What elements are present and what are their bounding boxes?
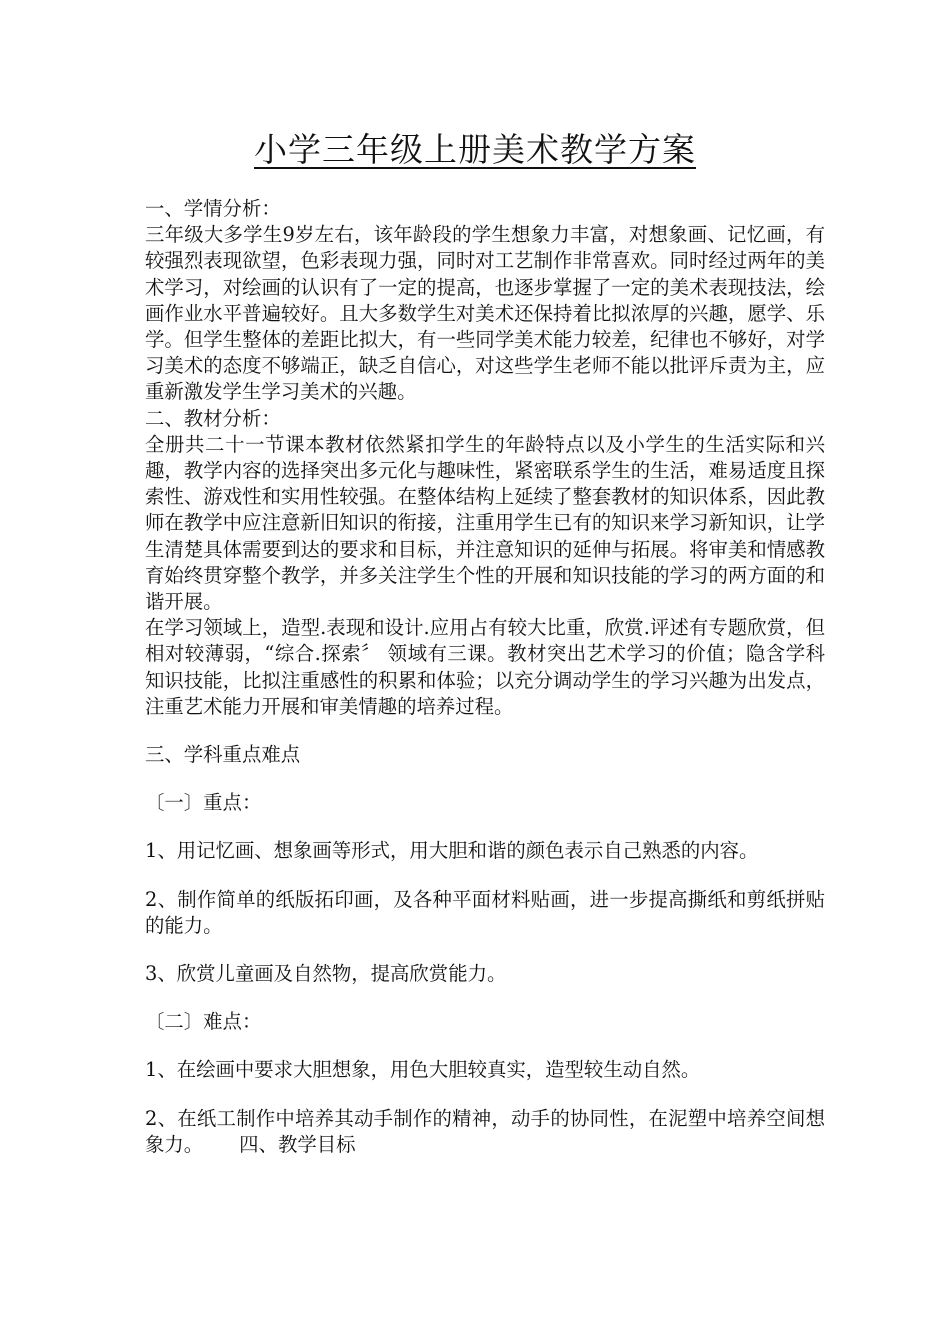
section-2-body-1: 全册共二十一节课本教材依然紧扣学生的年龄特点以及小学生的生活实际和兴趣，教学内容的选择突出多元化与趣味性，紧密联系学生的生活，难易适度且探索性、游戏性和实用性较强。在整体结构上延续了整套教材的知识体系，因此教师在教学中应注意新旧知识的衔接，注重用学生已有的知识来学习新知识，让学生清楚具体需要到达的要求和目标，并注意知识的延伸与拓展。将审美和情感教育始终贯穿整个教学，并多关注学生个性的开展和知识技能的学习的两方面的和谐开展。 (145, 432, 825, 614)
difficult-point-item: 1、在绘画中要求大胆想象，用色大胆较真实，造型较生动自然。 (145, 1058, 701, 1082)
section-2-heading: 二、教材分析： (145, 406, 281, 430)
difficult-point-item: 2、在纸工制作中培养其动手制作的精神，动手的协同性，在泥塑中培养空间想象力。 (145, 1106, 825, 1156)
section-2-body-2: 在学习领域上，造型.表现和设计.应用占有较大比重，欣赏.评述有专题欣赏，但相对较薄弱，“综合.探索〞 领域有三课。教材突出艺术学习的价值；隐含学科知识技能，比拟注重感性的积累和体验；以充分调动学生的学习兴趣为出发点，注重艺术能力开展和审美情趣的培养过程。 (145, 616, 825, 718)
difficult-points-heading: 〔二〕难点： (145, 1010, 262, 1034)
section-1-heading: 一、学情分析： (145, 197, 281, 220)
difficult-point-item-with-next-heading (145, 1106, 825, 1158)
section-4-heading: 四、教学目标 (239, 1132, 356, 1156)
document-title: 小学三年级上册美术教学方案 (254, 130, 696, 169)
key-point-item: 1、用记忆画、想象画等形式，用大胆和谐的颜色表示自己熟悉的内容。 (145, 839, 759, 863)
document-body (145, 196, 825, 1158)
section-1-body: 三年级大多学生9岁左右，该年龄段的学生想象力丰富，对想象画、记忆画，有较强烈表现欲望，色彩表现力强，同时对工艺制作非常喜欢。同时经过两年的美术学习，对绘画的认识有了一定的提高，也逐步掌握了一定的美术表现技法，绘画作业水平普遍较好。且大多数学生对美术还保持着比拟浓厚的兴趣，愿学、乐学。但学生整体的差距比拟大，有一些同学美术能力较差，纪律也不够好，对学习美术的态度不够端正，缺乏自信心，对这些学生老师不能以批评斥责为主，应重新激发学生学习美术的兴趣。 (145, 223, 825, 404)
key-point-item: 2、制作简单的纸版拓印画，及各种平面材料贴画，进一步提高撕纸和剪纸拼贴的能力。 (145, 887, 825, 937)
section-3-heading: 三、学科重点难点 (145, 743, 301, 767)
key-point-item: 3、欣赏儿童画及自然物，提高欣赏能力。 (145, 962, 507, 986)
key-points-heading: 〔一〕重点： (145, 791, 262, 815)
